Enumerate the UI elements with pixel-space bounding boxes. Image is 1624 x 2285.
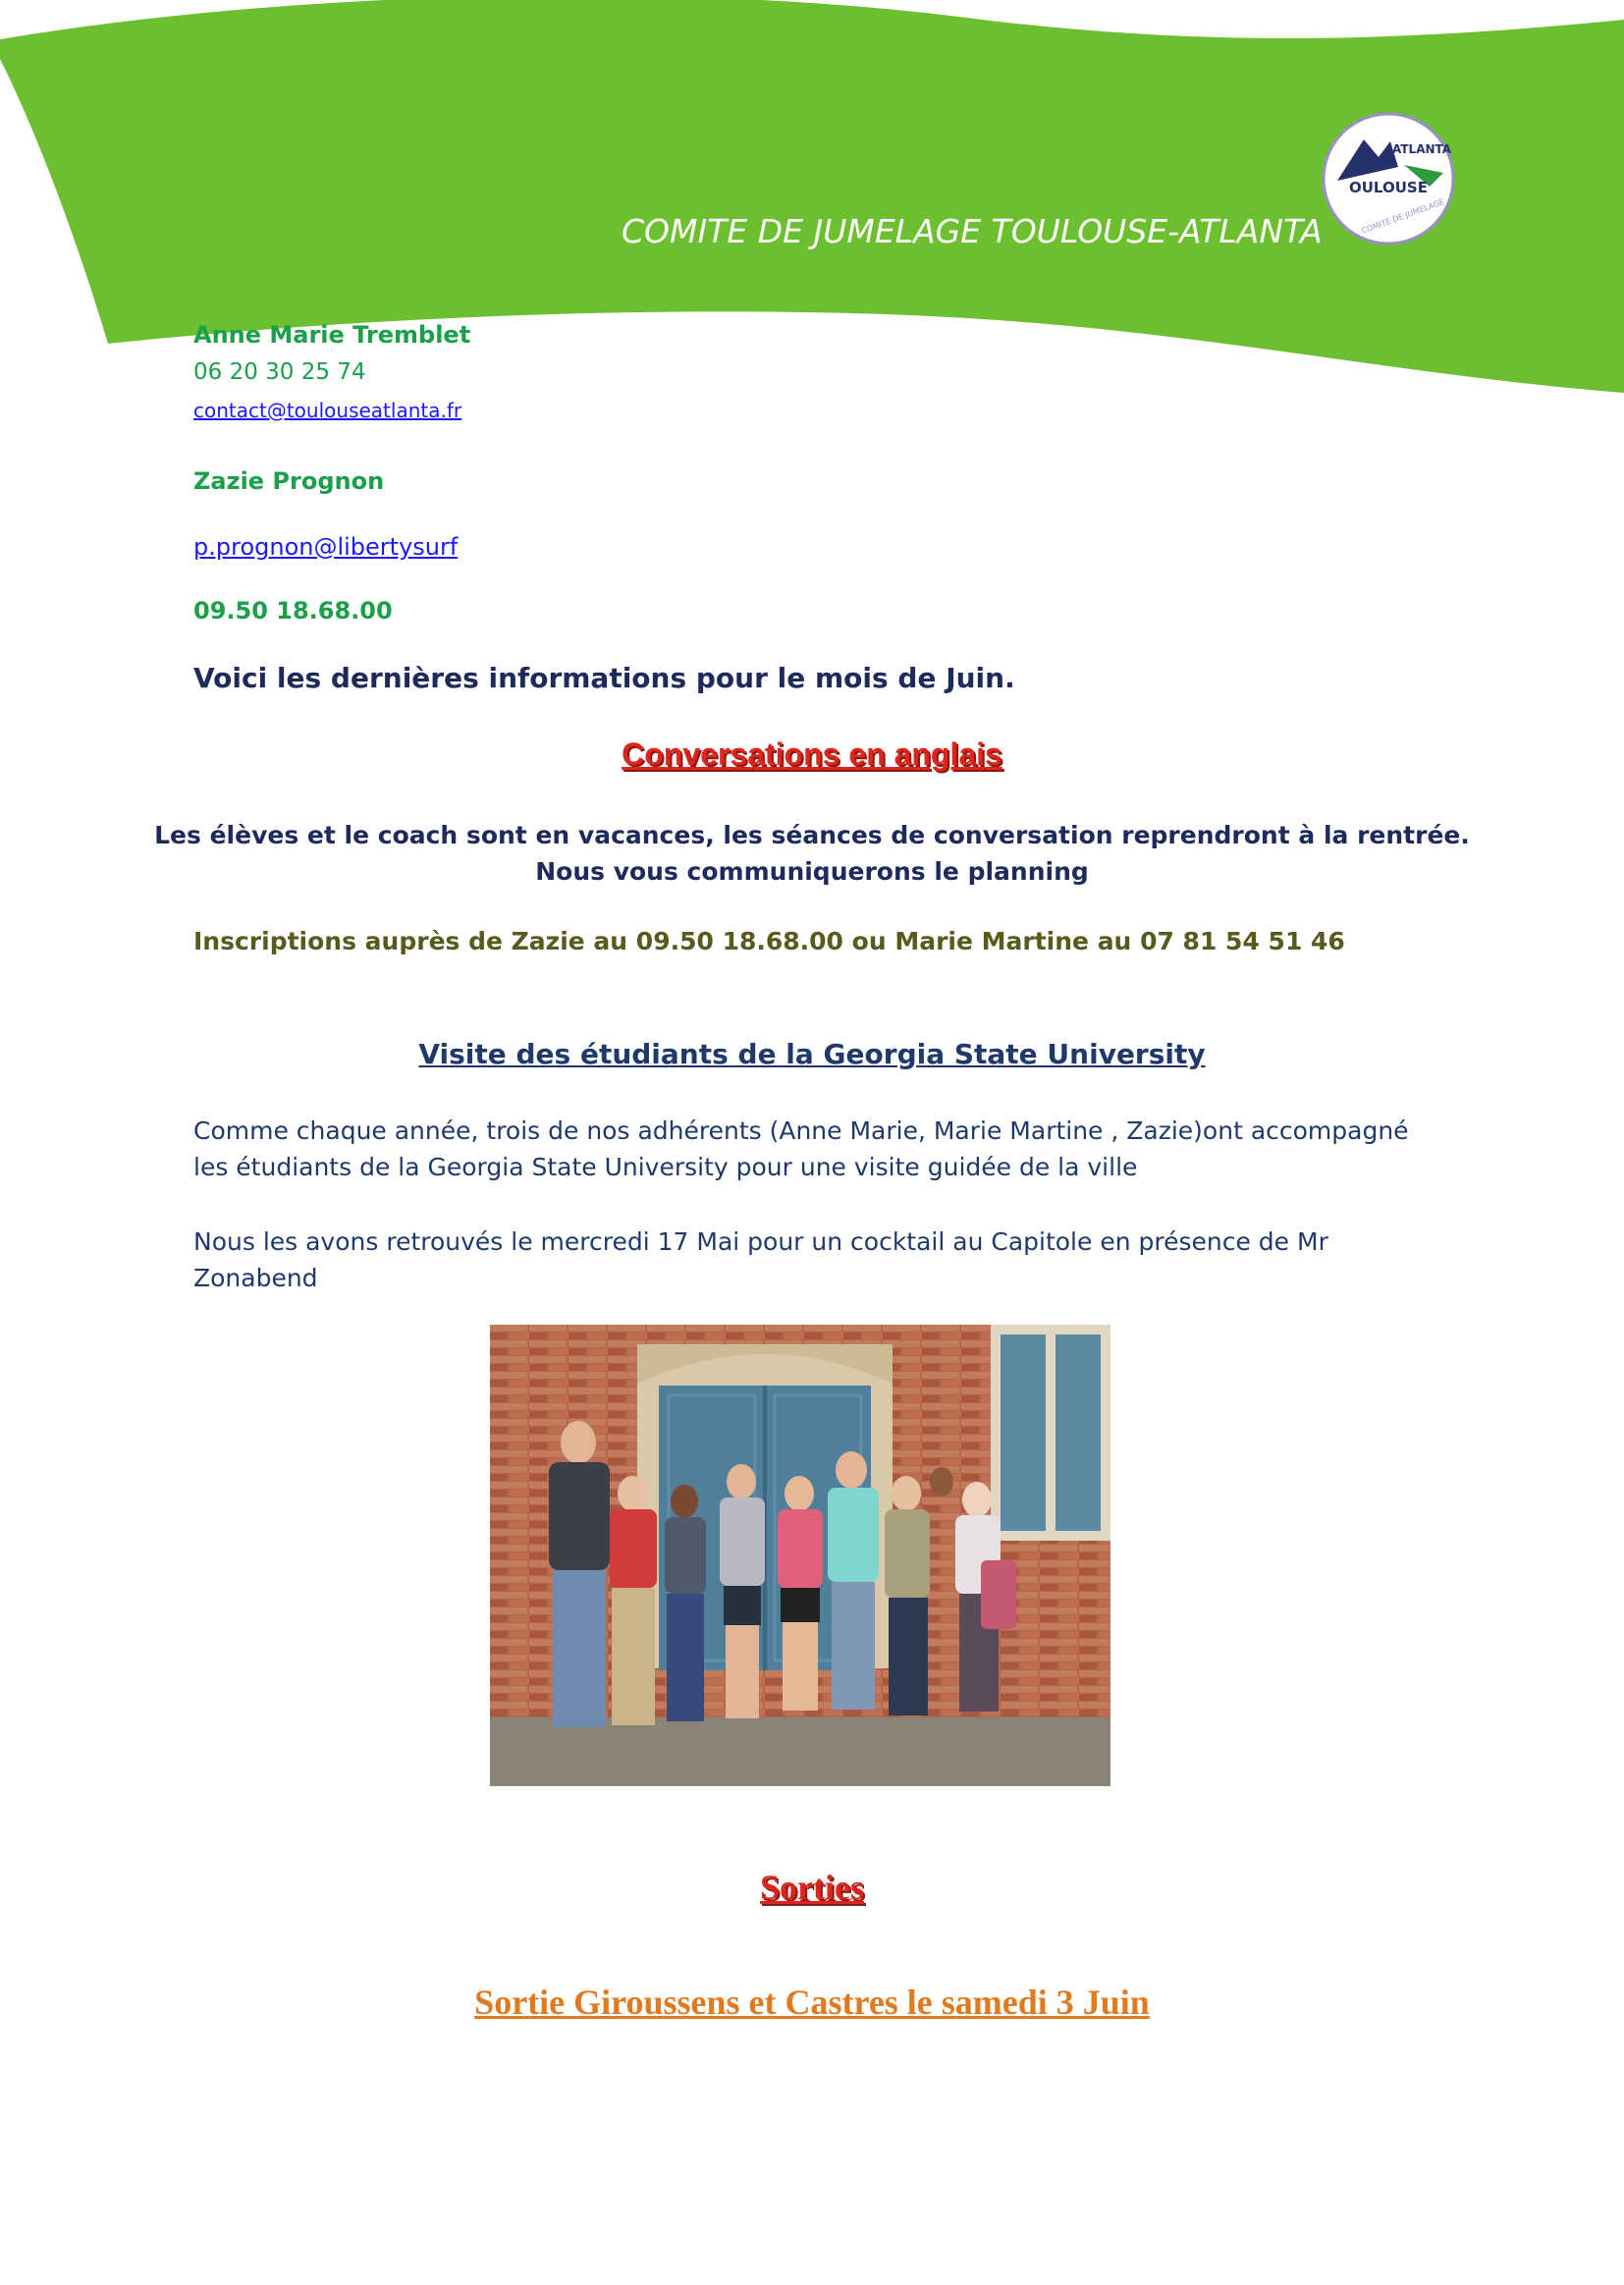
inscription-text: Inscriptions auprès de Zazie au 09.50 18.68.00 ou Marie Martine au 07 81 54 51 46 — [193, 927, 1345, 955]
contact-2-name: Zazie Prognon — [193, 467, 385, 495]
visit-title: Visite des étudiants de la Georgia State University — [418, 1038, 1206, 1070]
conversations-line-2: Nous vous communiquerons le planning — [535, 857, 1089, 886]
visit-paragraph-1: Comme chaque année, trois de nos adhérents (Anne Marie, Marie Martine , Zazie)ont accompagné les étudiants de la Georgia State University pour une visite guidée de la ville — [193, 1116, 1409, 1181]
intro-text: Voici les dernières informations pour le mois de Juin. — [193, 662, 1015, 694]
conversations-heading: Conversations en anglais — [622, 736, 1002, 772]
group-photo — [490, 1325, 1110, 1786]
visit-paragraph-2: Nous les avons retrouvés le mercredi 17 Mai pour un cocktail au Capitole en présence de Mr Zonabend — [193, 1227, 1328, 1292]
header-title: COMITE DE JUMELAGE TOULOUSE-ATLANTA — [622, 212, 1323, 250]
svg-text:OULOUSE: OULOUSE — [1349, 179, 1428, 196]
contact-2-phone: 09.50 18.68.00 — [193, 597, 393, 625]
toulouse-atlanta-logo — [1320, 110, 1457, 247]
svg-text:ATLANTA: ATLANTA — [1392, 142, 1452, 156]
svg-text:COMITE DE JUMELAGE: COMITE DE JUMELAGE — [1360, 196, 1445, 236]
sorties-heading: Sorties — [760, 1868, 864, 1907]
sortie-subtitle: Sortie Giroussens et Castres le samedi 3 Juin — [474, 1983, 1150, 2022]
conversations-line-1: Les élèves et le coach sont en vacances, les séances de conversation reprendront à la rentrée. — [154, 821, 1470, 849]
contact-2-email-link[interactable]: p.prognon@libertysurf — [193, 533, 459, 561]
contact-1-name: Anne Marie Tremblet — [193, 321, 471, 349]
contact-1-phone: 06 20 30 25 74 — [193, 359, 366, 385]
contact-1-email-link[interactable]: contact@toulouseatlanta.fr — [193, 399, 462, 422]
